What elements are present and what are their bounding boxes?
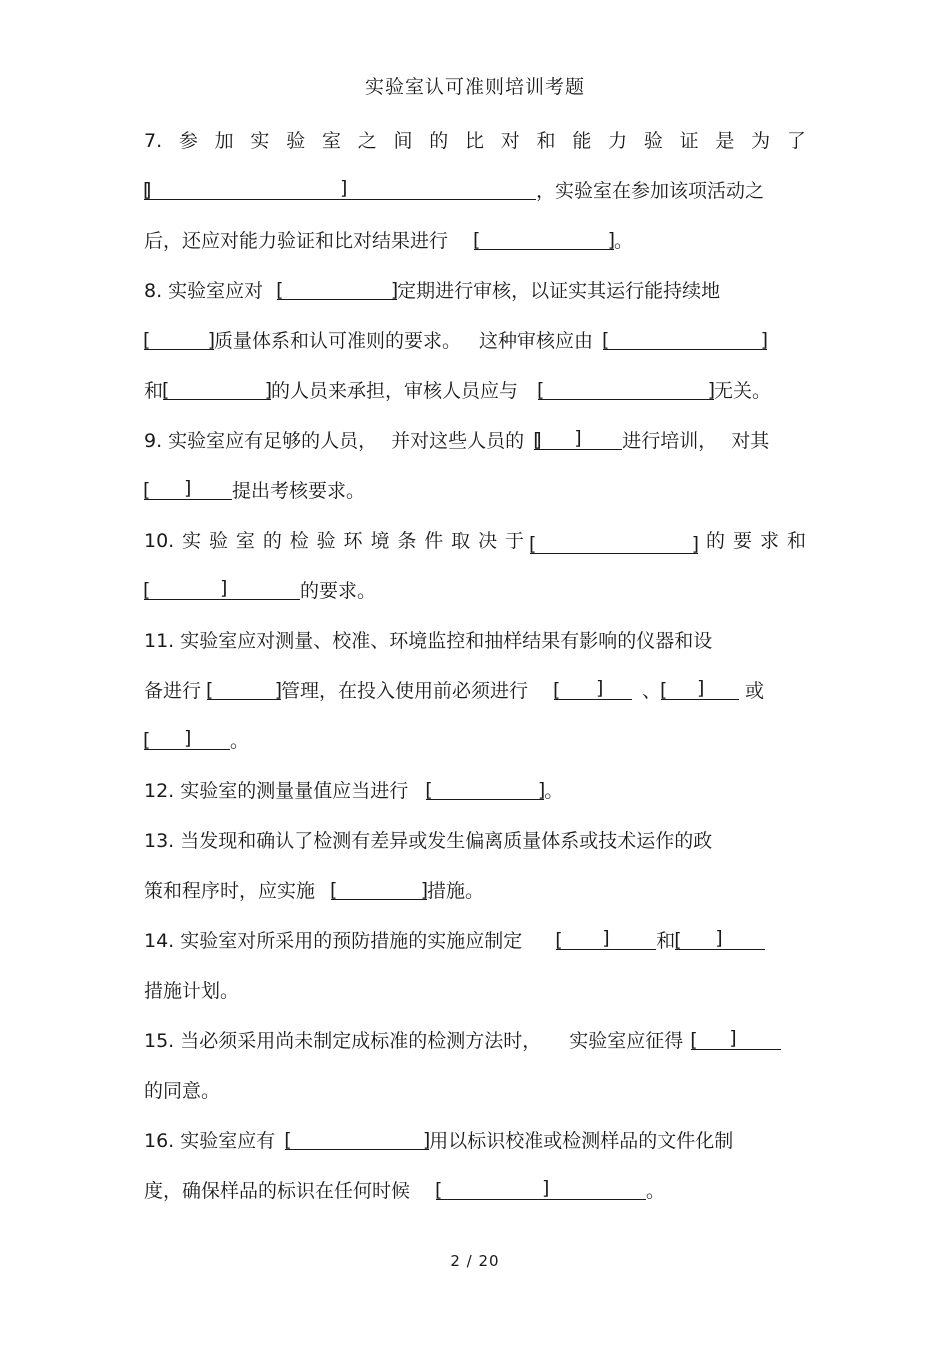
question-10-char: 环	[343, 530, 363, 552]
question-7-line-1	[144, 128, 806, 154]
question-10-line-1	[144, 528, 806, 554]
question-10-char: 10.	[144, 530, 175, 552]
answer-blank[interactable]	[538, 379, 714, 400]
question-14-line-1: 14. 实验室对所采用的预防措施的实施应制定 [ ] 和 [ ]	[144, 928, 765, 954]
question-13-line-2: 策和程序时，应实施[ ] 措施。	[144, 878, 484, 904]
question-7-char: 力	[608, 130, 628, 152]
question-10-char: 境	[370, 530, 390, 552]
question-7-char: 的	[429, 130, 449, 152]
question-10-char: 于	[504, 530, 524, 552]
page-title: 实验室认可准则培训考题	[364, 76, 585, 98]
answer-blank[interactable]	[474, 229, 614, 250]
question-10-char: 室	[235, 530, 255, 552]
question-10-char: 验	[209, 530, 229, 552]
question-13-line-1: 13. 当发现和确认了检测有差异或发生偏离质量体系或技术运作的政	[144, 830, 713, 852]
answer-blank[interactable]: [ ]	[661, 679, 739, 700]
question-10-char: 条	[397, 530, 417, 552]
question-7-line-3: 后，还应对能力验证和比对结果进行[ ] 。	[144, 228, 633, 254]
question-10-char: 决	[478, 530, 498, 552]
question-10-line-2: [ ] 的要求。	[144, 578, 376, 604]
question-9-line-2: [ ] 提出考核要求。	[144, 478, 365, 504]
answer-blank[interactable]: [ ]	[144, 579, 300, 600]
answer-blank[interactable]	[277, 279, 397, 300]
answer-blank[interactable]	[603, 329, 767, 350]
question-7-char: 之	[357, 130, 377, 152]
question-11-line-3: [ ] 。	[144, 728, 249, 754]
question-15-line-2: 的同意。	[144, 1080, 221, 1102]
question-16-line-1: 16. 实验室应有[ ] 用以标识校准或检测样品的文件化制	[144, 1128, 733, 1154]
answer-blank[interactable]: [ ]	[144, 479, 232, 500]
question-8-line-2: [ ]质量体系和认可准则的要求。 这种审核应由[ ]	[144, 328, 767, 354]
answer-blank[interactable]: [ ]	[691, 1029, 781, 1050]
answer-blank[interactable]: [ ]	[144, 729, 230, 750]
answer-blank[interactable]	[426, 779, 544, 800]
answer-blank[interactable]	[144, 329, 214, 350]
question-12-line-1: 12. 实验室的测量量值应当进行[ ] 。	[144, 778, 563, 804]
question-11-line-1: 11. 实验室应对测量、校准、环境监控和抽样结果有影响的仪器和设	[144, 630, 713, 652]
question-7-char: 能	[572, 130, 592, 152]
question-7-char: 参	[178, 130, 198, 152]
question-10-char: 取	[451, 530, 471, 552]
question-10-char: 的	[706, 530, 726, 552]
question-7-char: 间	[393, 130, 413, 152]
answer-blank[interactable]	[530, 533, 698, 554]
question-7-char: 了	[786, 130, 806, 152]
question-16-line-2: 度，确保样品的标识在任何时候 [ ] 。	[144, 1178, 665, 1204]
question-10-char: 和	[786, 530, 806, 552]
answer-blank[interactable]	[163, 379, 271, 400]
answer-blank[interactable]: [ ]	[436, 1179, 646, 1200]
question-9-line-1: 9. 实验室应有足够的人员， 并对这些人员的 [ ] ] 进行培训， 对其	[144, 428, 769, 454]
answer-blank[interactable]	[331, 879, 427, 900]
answer-blank[interactable]: [ ]	[675, 929, 765, 950]
question-10-char: 的	[262, 530, 282, 552]
question-7-char: 验	[643, 130, 663, 152]
question-7-char: 和	[536, 130, 556, 152]
question-10-char: 检	[289, 530, 309, 552]
answer-blank[interactable]	[207, 679, 281, 700]
answer-blank[interactable]	[285, 1129, 429, 1150]
question-7-char: 室	[321, 130, 341, 152]
question-10-char: 求	[759, 530, 779, 552]
question-8-line-1: 8. 实验室应对[ ] 定期进行审核，以证实其运行能持续地	[144, 278, 720, 304]
question-7-char: 验	[286, 130, 306, 152]
question-10-char: 实	[182, 530, 202, 552]
question-7-line-2: [ ] ] ，实验室在参加该项活动之	[144, 178, 764, 204]
question-7-char: 加	[214, 130, 234, 152]
question-10-char: 件	[424, 530, 444, 552]
answer-blank[interactable]: [ ] ]	[534, 429, 622, 450]
question-10-char: 要	[732, 530, 752, 552]
question-7-char: 对	[500, 130, 520, 152]
question-7-char: 比	[465, 130, 485, 152]
question-8-line-3: 和[ ] 的人员来承担，审核人员应与[ ] 无关。	[144, 378, 771, 404]
question-7-char: 证	[679, 130, 699, 152]
question-7-char: 7.	[144, 130, 163, 152]
question-11-line-2: 备进行[ ] 管理，在投入使用前必须进行 [ ] 、 [ ] 或	[144, 678, 764, 704]
question-7-char: 为	[751, 130, 771, 152]
question-7-char: 实	[250, 130, 270, 152]
question-10-char: 验	[316, 530, 336, 552]
answer-blank[interactable]: [ ]	[556, 929, 656, 950]
answer-blank[interactable]: [ ]	[554, 679, 632, 700]
page-number: 2 / 20	[450, 1252, 500, 1270]
question-7-char: 是	[715, 130, 735, 152]
question-15-line-1: 15. 当必须采用尚未制定成标准的检测方法时， 实验室应征得 [ ]	[144, 1028, 781, 1054]
question-14-line-2: 措施计划。	[144, 980, 240, 1002]
answer-blank[interactable]: [ ] ]	[144, 179, 536, 200]
